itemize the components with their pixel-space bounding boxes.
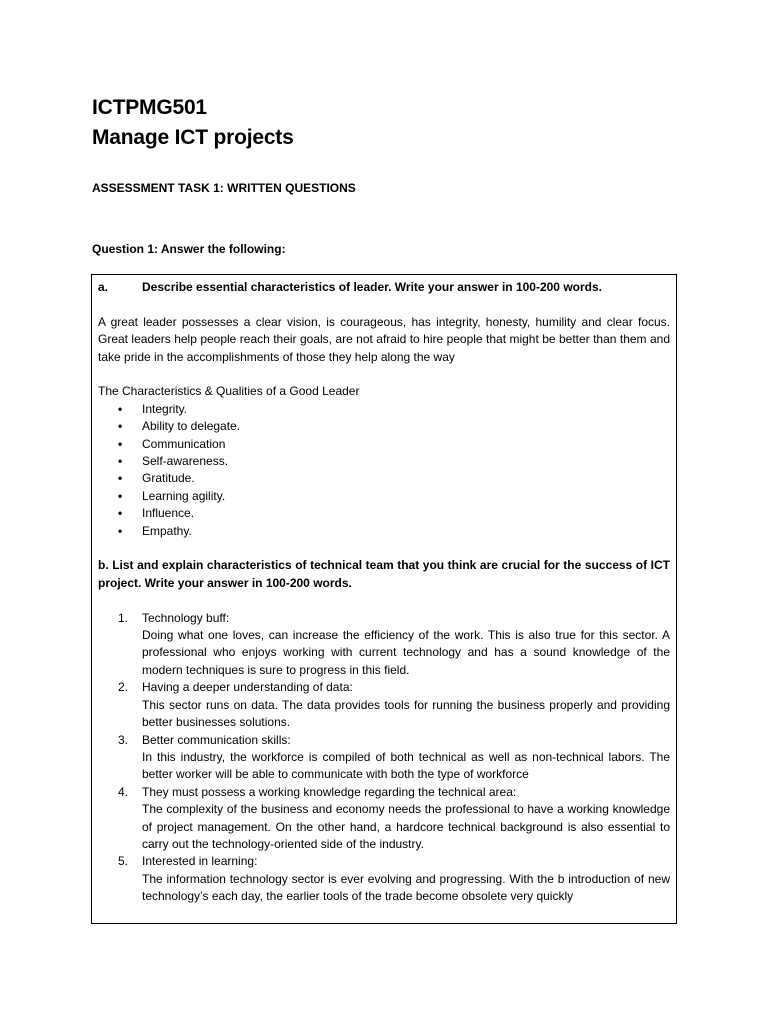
assessment-task-heading: ASSESSMENT TASK 1: WRITTEN QUESTIONS — [92, 181, 356, 195]
item-heading: Having a deeper understanding of data: — [142, 680, 353, 695]
list-item: • Integrity. — [118, 401, 670, 418]
part-a-prompt — [98, 279, 670, 296]
bullet-icon: • — [118, 488, 123, 503]
bullet-icon: • — [118, 436, 123, 451]
bullet-icon: • — [118, 401, 123, 416]
bullet-icon: • — [118, 471, 123, 486]
list-item: 2. Having a deeper understanding of data: This sector runs on data. The data provides tools for running the business properly and providing better businesses solutions. — [118, 679, 670, 731]
list-item: 5. Interested in learning: The information technology sector is ever evolving and progressing. With the b introduction of new technology’s each day, the earlier tools of the trade become obsolete very quickly — [118, 853, 670, 905]
item-heading: They must possess a working knowledge regarding the technical area: — [142, 784, 517, 799]
item-text: This sector runs on data. The data provides tools for running the business properly and providing better businesses solutions. — [142, 697, 670, 730]
list-item: • Self-awareness. — [118, 453, 670, 470]
list-item: • Communication — [118, 436, 670, 453]
part-a-prompt-text: Describe essential characteristics of leader. Write your answer in 100-200 words. — [142, 280, 602, 294]
list-item: • Ability to delegate. — [118, 418, 670, 435]
bullet-icon: • — [118, 419, 123, 434]
bullet-icon: • — [118, 523, 123, 538]
bullet-icon: • — [118, 454, 123, 469]
item-text: The complexity of the business and economy needs the professional to have a working knowledge of project management. On the other hand, a hardcore technical background is also essential to carry out the technology-oriented side of the industry. — [142, 802, 670, 851]
unit-title: Manage ICT projects — [92, 126, 294, 149]
team-characteristics-list — [98, 610, 670, 906]
item-heading: Interested in learning: — [142, 854, 258, 869]
unit-code: ICTPMG501 — [92, 96, 207, 119]
item-heading: Better communication skills: — [142, 732, 291, 747]
answer-box — [91, 274, 677, 924]
question-heading: Question 1: Answer the following: — [92, 242, 286, 256]
item-text: In this industry, the workforce is compiled of both technical as well as non-technical labors. The better worker will be able to communicate with both the type of workforce — [142, 749, 670, 782]
part-b-prompt: b. List and explain characteristics of technical team that you think are crucial for the success of ICT project. Write your answer in 100-200 words. — [98, 558, 670, 590]
item-heading: Technology buff: — [142, 610, 230, 625]
bullet-icon: • — [118, 506, 123, 521]
list-item: 4. They must possess a working knowledge regarding the technical area: The complexity of the business and economy needs the professional to have a working knowledge of project management. On the other hand, a hardcore technical background is also essential to carry out the technology-oriented side of the industry. — [118, 784, 670, 854]
list-item: 1. Technology buff: Doing what one loves, can increase the efficiency of the work. This is also true for this sector. A professional who enjoys working with current technology and has a sound knowledge of the modern techniques is sure to progress in this field. — [118, 610, 670, 680]
list-item: • Empathy. — [118, 523, 670, 540]
list-item: 3. Better communication skills: In this industry, the workforce is compiled of both technical as well as non-technical labors. The better worker will be able to communicate with both the type of workforce — [118, 732, 670, 784]
list-item: • Gratitude. — [118, 470, 670, 487]
list-item: • Influence. — [118, 505, 670, 522]
list-item: • Learning agility. — [118, 488, 670, 505]
item-text: Doing what one loves, can increase the efficiency of the work. This is also true for this sector. A professional who enjoys working with current technology and has a sound knowledge of the modern techniques is sure to progress in this field. — [142, 628, 670, 677]
part-a-label: a. — [98, 280, 109, 294]
qualities-heading: The Characteristics & Qualities of a Good Leader — [98, 384, 360, 399]
part-a-answer: A great leader possesses a clear vision, is courageous, has integrity, honesty, humility and clear focus. Great leaders help people reach their goals, are not afraid to hire people that might be better than them and take pride in the accomplishments of those they help along the way — [98, 314, 670, 364]
item-text: The information technology sector is ever evolving and progressing. With the b introduction of new technology’s each day, the earlier tools of the trade become obsolete very quickly — [142, 871, 670, 904]
qualities-list — [98, 401, 670, 540]
